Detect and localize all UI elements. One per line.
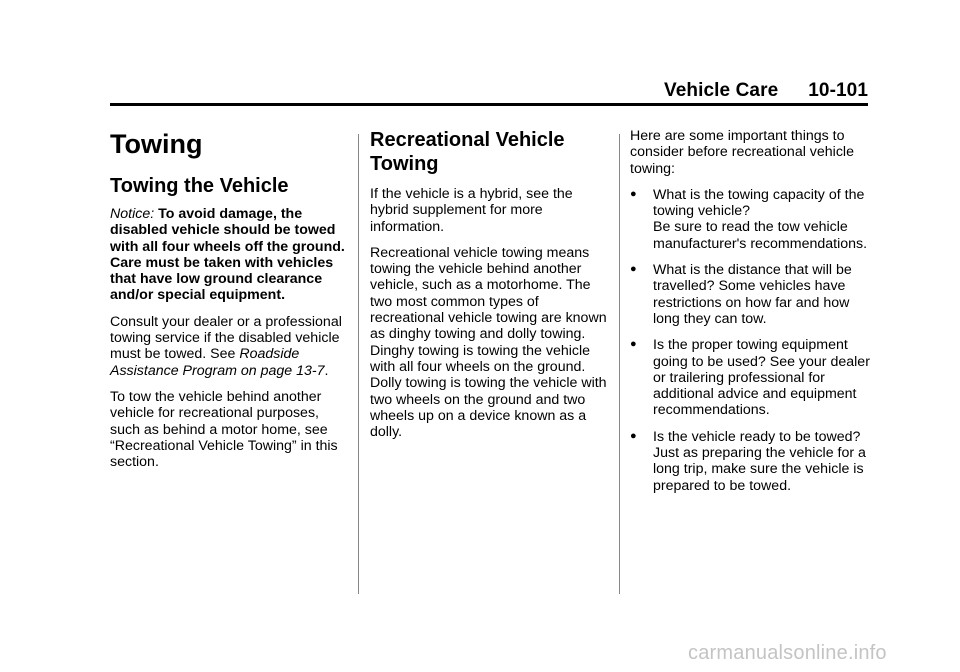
list-item — [630, 262, 870, 327]
recreational-ref-paragraph: To tow the vehicle behind another vehicle for recreational purposes, such as behind a motor home, see “Recreational Vehicle Towing” in this section. — [110, 388, 338, 471]
list-item — [630, 337, 870, 418]
considerations-intro: Here are some important things to consider before recreational vehicle towing: — [630, 128, 854, 177]
list-item-text: Is the proper towing equipment going to be used? See your dealer or trailering professional for additional advice and equipment recommendations. — [653, 337, 870, 419]
considerations-list — [630, 187, 870, 494]
see-prefix: See — [210, 346, 236, 363]
bullet-icon: ● — [630, 263, 637, 276]
list-item-text: What is the distance that will be travelled? Some vehicles have restrictions on how far and how long they can tow. — [653, 262, 852, 327]
recreational-towing-title: Recreational Vehicle Towing — [370, 129, 565, 175]
column-divider-1 — [358, 134, 359, 594]
subsection-title: Towing the Vehicle — [110, 175, 289, 197]
list-item-text: What is the towing capacity of the towing vehicle? — [653, 186, 865, 220]
consult-text: Consult your dealer or a professional towing service if the disabled vehicle must be towed. — [110, 313, 342, 363]
bullet-icon: ● — [630, 338, 637, 351]
header-page-number: 10-101 — [808, 80, 868, 101]
list-item — [630, 429, 870, 494]
notice-label: Notice: — [110, 206, 155, 222]
site-watermark: carmanualsonline.info — [688, 642, 887, 664]
consult-paragraph — [110, 314, 350, 379]
hybrid-paragraph: If the vehicle is a hybrid, see the hybrid supplement for more information. — [370, 186, 573, 235]
list-item — [630, 187, 870, 252]
header-rule — [110, 103, 868, 106]
page-header — [664, 80, 868, 102]
notice-text: To avoid damage, the disabled vehicle should be towed with all four wheels off the ground. Care must be taken with vehicles that have low ground clearance and/or special equipment. — [110, 206, 345, 304]
notice-paragraph — [110, 206, 350, 304]
list-item-subtext: Be sure to read the tow vehicle manufacturer's recommendations. — [653, 219, 868, 252]
bullet-icon: ● — [630, 187, 637, 200]
bullet-icon: ● — [630, 429, 637, 442]
column-3 — [630, 128, 870, 504]
section-title: Towing — [110, 129, 203, 159]
roadside-assistance-link[interactable]: Roadside Assistance Program on page 13-7 — [110, 346, 325, 379]
list-item-text: Is the vehicle ready to be towed? Just as preparing the vehicle for a long trip, make sure the vehicle is prepared to be towed. — [653, 428, 866, 494]
header-section-title: Vehicle Care — [664, 80, 779, 101]
column-divider-2 — [619, 134, 620, 594]
see-suffix: . — [324, 362, 329, 379]
rv-towing-paragraph: Recreational vehicle towing means towing the vehicle behind another vehicle, such as a motorhome. The two most common types of recreational vehicle towing are known as dinghy towing and dolly towing. Dinghy towing is towing the vehicle with all four wheels on the ground. Dolly towing is towing the vehicle with two wheels on the ground and two wheels up on a device known as a dolly. — [370, 244, 607, 441]
column-1 — [110, 128, 350, 480]
column-2 — [370, 128, 608, 450]
